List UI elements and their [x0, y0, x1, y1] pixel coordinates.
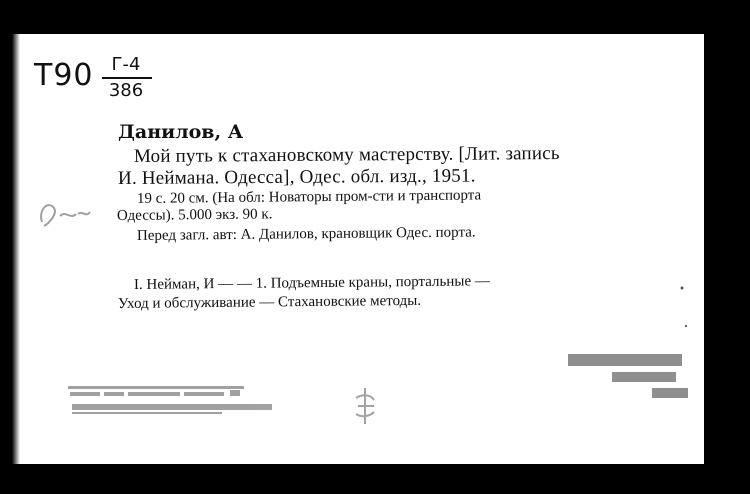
title-line-2: И. Неймана. Одесса], Одес. обл. изд., 1951. — [117, 165, 476, 189]
physical-description-line-1: 19 с. 20 см. (На обл: Новаторы пром-сти и транспорта — [136, 187, 482, 207]
author-heading: Данилов, А — [118, 121, 244, 143]
margin-specks — [674, 282, 694, 342]
shelf-mark-top: Г-4 — [111, 54, 141, 75]
blurred-stamp-right — [566, 352, 696, 408]
blurred-stamp-center — [350, 386, 380, 426]
tracing-line-2: Уход и обслуживание — Стахановские методы. — [117, 292, 422, 312]
shelf-mark-divider — [102, 77, 152, 79]
tracing-line-1: I. Нейман, И — — 1. Подъемные краны, портальные — — [133, 273, 490, 293]
catalog-card — [12, 34, 704, 464]
call-number: Т90 — [34, 58, 94, 93]
margin-handwritten-mark — [34, 194, 94, 234]
shelf-mark-bottom: 386 — [108, 80, 144, 101]
blurred-library-stamp-left — [64, 382, 284, 422]
title-line-1: Мой путь к стахановскому мастерству. [Лит. запись — [133, 143, 560, 167]
physical-description-line-2: Одессы). 5.000 экз. 90 к. — [116, 206, 273, 224]
note-line: Перед загл. авт: А. Данилов, крановщик Одес. порта. — [136, 224, 476, 244]
